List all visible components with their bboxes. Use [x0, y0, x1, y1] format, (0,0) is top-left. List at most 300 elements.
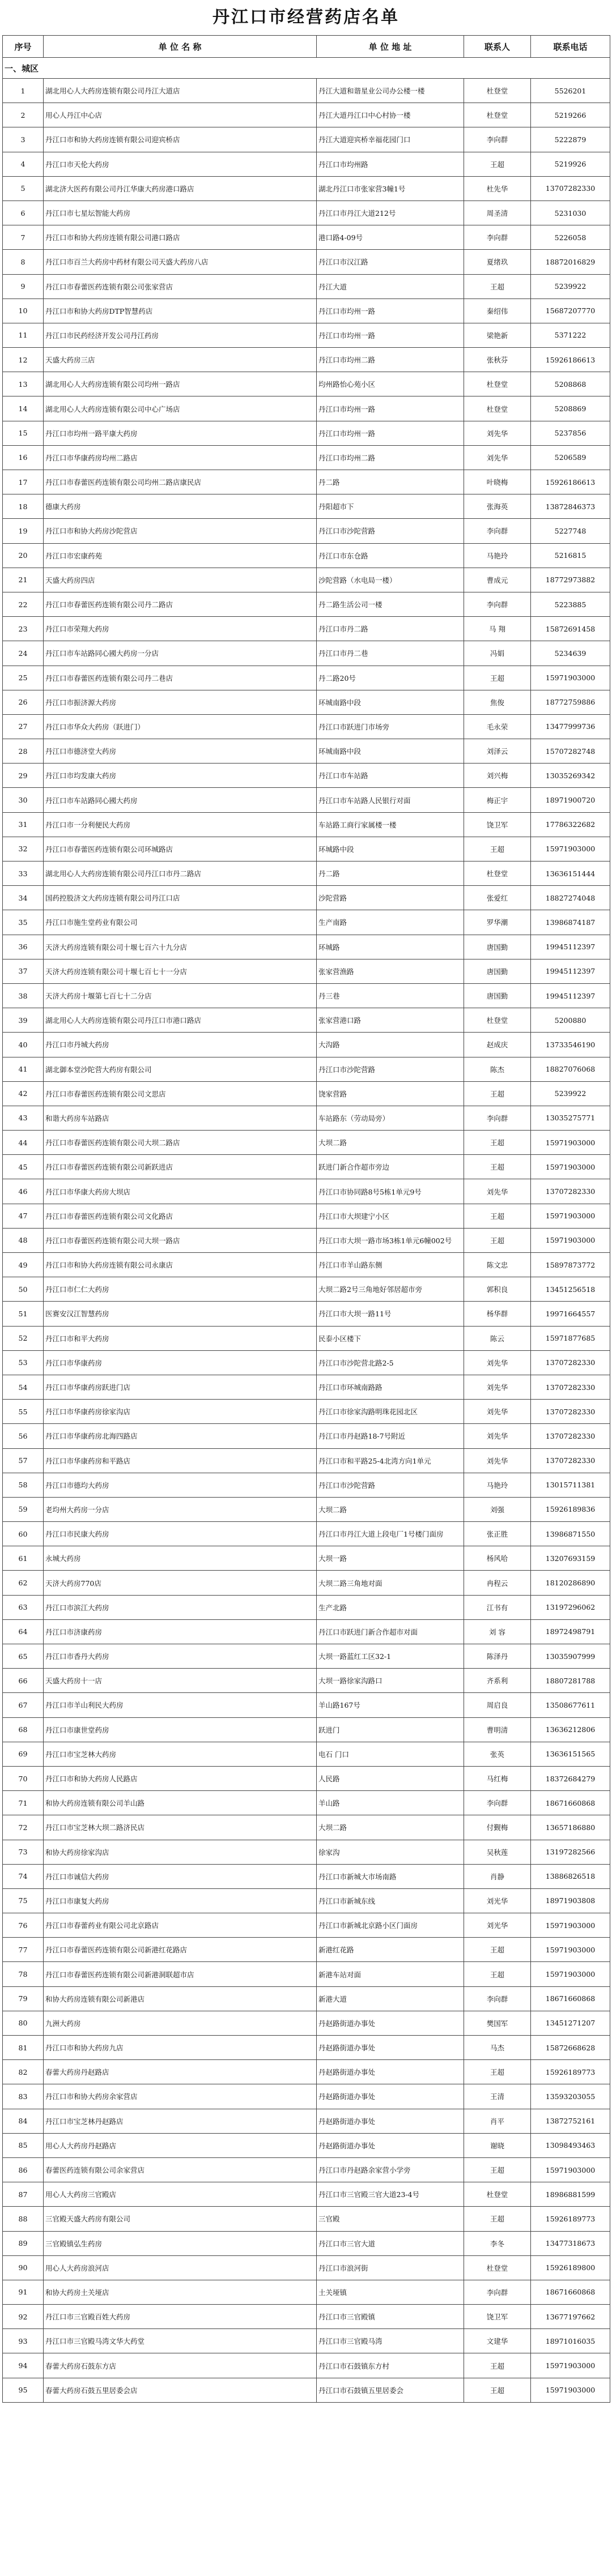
row-seq: 10 [3, 298, 44, 323]
contact-person: 郭积良 [464, 1277, 531, 1302]
contact-person: 杜登堂 [464, 861, 531, 886]
contact-phone: 18120286890 [531, 1571, 610, 1595]
pharmacy-address: 车站路东（劳动局旁） [317, 1106, 464, 1130]
row-seq: 64 [3, 1619, 44, 1644]
pharmacy-address: 新港大道 [317, 1986, 464, 2011]
contact-phone: 5239922 [531, 1081, 610, 1106]
table-row [3, 2280, 610, 2304]
row-seq: 65 [3, 1644, 44, 1669]
pharmacy-address: 丹二路20号 [317, 666, 464, 690]
contact-phone: 18827076068 [531, 1057, 610, 1081]
pharmacy-address: 丹江口市三官大道 [317, 2231, 464, 2255]
table-row [3, 2011, 610, 2035]
pharmacy-name: 用心人大药房三官殿店 [44, 2182, 317, 2207]
contact-phone: 15872668628 [531, 2036, 610, 2060]
table-row [3, 837, 610, 861]
table-row [3, 1350, 610, 1375]
contact-phone: 13477999736 [531, 714, 610, 739]
contact-phone: 15687207770 [531, 298, 610, 323]
row-seq: 83 [3, 2084, 44, 2109]
table-row [3, 1840, 610, 1864]
row-seq: 6 [3, 201, 44, 225]
contact-phone: 13707282330 [531, 1400, 610, 1424]
table-row [3, 690, 610, 714]
table-row [3, 2231, 610, 2255]
contact-phone: 13636212806 [531, 1717, 610, 1742]
contact-phone: 5206589 [531, 445, 610, 470]
contact-person: 叶晓梅 [464, 470, 531, 494]
table-row [3, 959, 610, 983]
pharmacy-name: 丹江口市华康药房 [44, 1350, 317, 1375]
row-seq: 78 [3, 1962, 44, 1986]
row-seq: 73 [3, 1840, 44, 1864]
row-seq: 87 [3, 2182, 44, 2207]
pharmacy-name: 三官殿天盛大药房有限公司 [44, 2207, 317, 2231]
contact-phone: 18971016035 [531, 2329, 610, 2353]
pharmacy-address: 丹江口市新城东线 [317, 1888, 464, 1913]
row-seq: 14 [3, 396, 44, 421]
pharmacy-name: 春蕾大药房石鼓东方店 [44, 2353, 317, 2378]
table-row [3, 225, 610, 250]
row-seq: 2 [3, 103, 44, 127]
pharmacy-address: 跃进门 [317, 1717, 464, 1742]
pharmacy-address: 丹江大道迎宾桥幸福花园门口 [317, 127, 464, 152]
contact-phone: 18972498791 [531, 1619, 610, 1644]
contact-phone: 13707282330 [531, 176, 610, 201]
pharmacy-address: 港口路4-09号 [317, 225, 464, 250]
pharmacy-address: 丹江口市沙陀营路 [317, 1473, 464, 1497]
pharmacy-name: 丹江口市华康药房北海四路店 [44, 1424, 317, 1448]
row-seq: 17 [3, 470, 44, 494]
row-seq: 26 [3, 690, 44, 714]
pharmacy-address: 环城南路中段 [317, 690, 464, 714]
pharmacy-address: 人民路 [317, 1766, 464, 1790]
row-seq: 84 [3, 2109, 44, 2133]
pharmacy-name: 丹江口市康世堂药房 [44, 1717, 317, 1742]
contact-phone: 5231030 [531, 201, 610, 225]
row-seq: 25 [3, 666, 44, 690]
pharmacy-address: 丹江口市跃进门市场旁 [317, 714, 464, 739]
pharmacy-address: 大坝二路 [317, 1815, 464, 1840]
row-seq: 27 [3, 714, 44, 739]
pharmacy-address: 大坝二路三角地对面 [317, 1571, 464, 1595]
contact-phone: 5223885 [531, 592, 610, 616]
contact-person: 刘先华 [464, 1424, 531, 1448]
contact-person: 刘光华 [464, 1913, 531, 1938]
row-seq: 49 [3, 1253, 44, 1277]
contact-person: 刘先华 [464, 421, 531, 445]
row-seq: 79 [3, 1986, 44, 2011]
pharmacy-name: 湖北济大医药有限公司丹江华康大药房港口路店 [44, 176, 317, 201]
pharmacy-address: 电石 门口 [317, 1742, 464, 1766]
table-row [3, 1962, 610, 1986]
pharmacy-address: 丹江口市三官殿马湾 [317, 2329, 464, 2353]
contact-phone: 15926189800 [531, 2255, 610, 2280]
pharmacy-address: 丹江大道丹江口中心村协一楼 [317, 103, 464, 127]
contact-person: 夏绪玖 [464, 250, 531, 274]
pharmacy-address: 土关垭镇 [317, 2280, 464, 2304]
pharmacy-address: 丹江口市大坝建宁小区 [317, 1204, 464, 1228]
pharmacy-name: 丹江口市华康药房徐家沟店 [44, 1400, 317, 1424]
pharmacy-name: 丹江口市康复大药房 [44, 1888, 317, 1913]
row-seq: 30 [3, 788, 44, 812]
contact-person: 王超 [464, 1204, 531, 1228]
pharmacy-name: 丹江口市和协大药房连锁有限公司港口路店 [44, 225, 317, 250]
table-row [3, 127, 610, 152]
pharmacy-address: 丹江口市三官殿镇 [317, 2305, 464, 2329]
pharmacy-name: 丹江口市荣翔大药房 [44, 617, 317, 641]
row-seq: 74 [3, 1864, 44, 1888]
pharmacy-name: 丹江口市和协大药房连锁有限公司迎宾桥店 [44, 127, 317, 152]
contact-phone: 18827274048 [531, 886, 610, 910]
pharmacy-address: 张家营渔路 [317, 959, 464, 983]
contact-person: 马艳玲 [464, 543, 531, 568]
pharmacy-address: 丹江口市丹赵路余家营小学旁 [317, 2157, 464, 2182]
pharmacy-address: 丹江口市环城南路路 [317, 1375, 464, 1399]
pharmacy-name: 德康大药房 [44, 494, 317, 519]
table-row [3, 201, 610, 225]
pharmacy-name: 医赛安汉江智慧药房 [44, 1302, 317, 1326]
row-seq: 85 [3, 2133, 44, 2157]
pharmacy-name: 丹江口市诚信大药房 [44, 1864, 317, 1888]
pharmacy-address: 丹江口市丹江大道212号 [317, 201, 464, 225]
contact-phone: 15926189773 [531, 2207, 610, 2231]
pharmacy-name: 湖北用心人大药房连锁有限公司丹江口市港口路店 [44, 1008, 317, 1033]
section-label: 一、城区 [3, 58, 610, 79]
table-row [3, 592, 610, 616]
row-seq: 71 [3, 1791, 44, 1815]
pharmacy-name: 丹江口市和协大药房九店 [44, 2036, 317, 2060]
contact-person: 杜登堂 [464, 372, 531, 396]
table-row [3, 445, 610, 470]
contact-phone: 15971903000 [531, 2378, 610, 2402]
pharmacy-name: 丹江口市和平大药房 [44, 1326, 317, 1350]
table-row [3, 714, 610, 739]
pharmacy-address: 丹江口市均州路 [317, 152, 464, 176]
row-seq: 37 [3, 959, 44, 983]
contact-phone: 15971903000 [531, 666, 610, 690]
pharmacy-address: 丹江口市协同路8号5栋1单元9号 [317, 1179, 464, 1204]
table-row [3, 2109, 610, 2133]
pharmacy-name: 春蕾大药房丹赵路店 [44, 2060, 317, 2084]
contact-phone: 13035269342 [531, 764, 610, 788]
row-seq: 56 [3, 1424, 44, 1448]
row-seq: 4 [3, 152, 44, 176]
contact-phone: 13986874187 [531, 910, 610, 935]
table-row [3, 1179, 610, 1204]
pharmacy-name: 丹江口市振济源大药房 [44, 690, 317, 714]
table-row [3, 1106, 610, 1130]
pharmacy-name: 丹江口市民康大药房 [44, 1522, 317, 1546]
contact-person: 王超 [464, 152, 531, 176]
contact-person: 唐国勤 [464, 935, 531, 959]
contact-person: 肖平 [464, 2109, 531, 2133]
table-row [3, 764, 610, 788]
contact-phone: 13636151565 [531, 1742, 610, 1766]
pharmacy-address: 丹江口市跃进门新合作超市对面 [317, 1619, 464, 1644]
contact-person: 李向群 [464, 1106, 531, 1130]
pharmacy-name: 丹江口市华康药房均州二路店 [44, 445, 317, 470]
table-row [3, 1791, 610, 1815]
pharmacy-address: 沙陀营路 [317, 886, 464, 910]
table-row [3, 2305, 610, 2329]
pharmacy-address: 丹江口市均州一路 [317, 298, 464, 323]
table-row [3, 568, 610, 592]
pharmacy-address: 羊山路167号 [317, 1693, 464, 1717]
contact-person: 周圣清 [464, 201, 531, 225]
table-row [3, 666, 610, 690]
contact-person: 曹成元 [464, 568, 531, 592]
pharmacy-address: 丹江口市沙陀营路 [317, 519, 464, 543]
table-row [3, 641, 610, 666]
contact-phone: 13508677611 [531, 1693, 610, 1717]
row-seq: 90 [3, 2255, 44, 2280]
contact-person: 李向群 [464, 127, 531, 152]
row-seq: 38 [3, 983, 44, 1008]
contact-person: 刘强 [464, 1497, 531, 1521]
pharmacy-name: 天盛大药房四店 [44, 568, 317, 592]
contact-person: 李向群 [464, 225, 531, 250]
pharmacy-name: 丹江口市春蕾医药连锁有限公司新港洞联超市店 [44, 1962, 317, 1986]
row-seq: 21 [3, 568, 44, 592]
row-seq: 1 [3, 79, 44, 103]
pharmacy-name: 丹江口市宝芝林大坝二路济民店 [44, 1815, 317, 1840]
row-seq: 9 [3, 274, 44, 298]
pharmacy-name: 丹江口市宏康药苑 [44, 543, 317, 568]
contact-person: 李向群 [464, 1791, 531, 1815]
contact-phone: 13657186880 [531, 1815, 610, 1840]
contact-phone: 19945112397 [531, 959, 610, 983]
contact-phone: 5227748 [531, 519, 610, 543]
contact-person: 毛永荣 [464, 714, 531, 739]
contact-person: 陈文忠 [464, 1253, 531, 1277]
table-row [3, 1717, 610, 1742]
contact-phone: 13677197662 [531, 2305, 610, 2329]
pharmacy-name: 丹江口市施生堂药业有限公司 [44, 910, 317, 935]
pharmacy-name: 丹江口市春蕾医药连锁有限公司张家营店 [44, 274, 317, 298]
contact-person: 张正胜 [464, 1522, 531, 1546]
table-row [3, 250, 610, 274]
contact-phone: 17786322682 [531, 812, 610, 837]
table-header-row [3, 36, 610, 58]
row-seq: 66 [3, 1669, 44, 1693]
contact-person: 秦绍伟 [464, 298, 531, 323]
header-phone: 联系电话 [531, 36, 610, 58]
contact-person: 谢晓 [464, 2133, 531, 2157]
row-seq: 68 [3, 1717, 44, 1742]
contact-phone: 13707282330 [531, 1350, 610, 1375]
contact-person: 王超 [464, 1228, 531, 1252]
table-row [3, 1400, 610, 1424]
pharmacy-address: 新港车站对面 [317, 1962, 464, 1986]
contact-person: 刘先华 [464, 1179, 531, 1204]
contact-person: 杜登堂 [464, 79, 531, 103]
table-row [3, 1522, 610, 1546]
row-seq: 7 [3, 225, 44, 250]
pharmacy-name: 春蕾医药连锁有限公司余家营店 [44, 2157, 317, 2182]
contact-person: 江书有 [464, 1595, 531, 1619]
contact-phone: 15926189773 [531, 2060, 610, 2084]
table-row [3, 2353, 610, 2378]
table-row [3, 1497, 610, 1521]
header-seq: 序号 [3, 36, 44, 58]
contact-phone: 5208869 [531, 396, 610, 421]
table-row [3, 543, 610, 568]
row-seq: 52 [3, 1326, 44, 1350]
contact-person: 饶卫军 [464, 2305, 531, 2329]
pharmacy-address: 丹赵路街道办事处 [317, 2084, 464, 2109]
pharmacy-address: 新港红花路 [317, 1938, 464, 1962]
contact-phone: 13707282330 [531, 1424, 610, 1448]
pharmacy-name: 丹江口市春蕾医药连锁有限公司丹二路店 [44, 592, 317, 616]
row-seq: 58 [3, 1473, 44, 1497]
pharmacy-name: 丹江口市春蕾药业有限公司北京路店 [44, 1913, 317, 1938]
pharmacy-address: 丹赵路街道办事处 [317, 2060, 464, 2084]
contact-phone: 18671660868 [531, 1791, 610, 1815]
pharmacy-name: 丹江口市华康药房跃进门店 [44, 1375, 317, 1399]
section-row [3, 58, 610, 79]
pharmacy-name: 丹江口市丹城大药房 [44, 1033, 317, 1057]
contact-person: 杜登堂 [464, 2182, 531, 2207]
contact-phone: 19945112397 [531, 935, 610, 959]
pharmacy-name: 丹江口市春蕾医药连锁有限公司新港红花路店 [44, 1938, 317, 1962]
contact-person: 马红梅 [464, 1766, 531, 1790]
contact-phone: 15971903000 [531, 1962, 610, 1986]
pharmacy-name: 天济大药房十堰第七百七十二分店 [44, 983, 317, 1008]
pharmacy-address: 丹江口市东仓路 [317, 543, 464, 568]
pharmacy-address: 丹江口市均州二路 [317, 445, 464, 470]
contact-person: 刘先华 [464, 1375, 531, 1399]
row-seq: 48 [3, 1228, 44, 1252]
contact-person: 李向群 [464, 2280, 531, 2304]
contact-person: 刘泽云 [464, 739, 531, 764]
contact-person: 王超 [464, 1938, 531, 1962]
contact-phone: 13035907999 [531, 1644, 610, 1669]
row-seq: 44 [3, 1131, 44, 1155]
pharmacy-address: 均州路怡心苑小区 [317, 372, 464, 396]
pharmacy-name: 国药控股济文大药房连锁有限公司丹江口店 [44, 886, 317, 910]
table-row [3, 1253, 610, 1277]
pharmacy-name: 丹江口市和协大药房连锁有限公司永康店 [44, 1253, 317, 1277]
row-seq: 23 [3, 617, 44, 641]
contact-person: 刘光华 [464, 1888, 531, 1913]
contact-person: 曹明清 [464, 1717, 531, 1742]
pharmacy-table [2, 35, 610, 2403]
pharmacy-address: 丹江口市三官殿三官大道23-4号 [317, 2182, 464, 2207]
pharmacy-name: 丹江口市德均大药房 [44, 1473, 317, 1497]
table-row [3, 2084, 610, 2109]
contact-phone: 5208868 [531, 372, 610, 396]
table-row [3, 1546, 610, 1571]
row-seq: 13 [3, 372, 44, 396]
table-row [3, 617, 610, 641]
pharmacy-address: 丹江口市和平路25-4北湾方向1单元 [317, 1448, 464, 1473]
row-seq: 33 [3, 861, 44, 886]
table-row [3, 274, 610, 298]
pharmacy-address: 丹赵路街道办事处 [317, 2109, 464, 2133]
contact-phone: 5237856 [531, 421, 610, 445]
pharmacy-address: 丹江口市均州二路 [317, 348, 464, 372]
contact-person: 杜登堂 [464, 396, 531, 421]
row-seq: 16 [3, 445, 44, 470]
row-seq: 54 [3, 1375, 44, 1399]
pharmacy-address: 丹江口市车站路 [317, 764, 464, 788]
table-row [3, 176, 610, 201]
contact-person: 王清 [464, 2084, 531, 2109]
contact-person: 肖静 [464, 1864, 531, 1888]
contact-phone: 13098493463 [531, 2133, 610, 2157]
pharmacy-name: 丹江口市百兰大药房中药材有限公司天盛大药房八店 [44, 250, 317, 274]
pharmacy-address: 丹赵路街道办事处 [317, 2011, 464, 2035]
row-seq: 86 [3, 2157, 44, 2182]
pharmacy-address: 丹江口市羊山路东侧 [317, 1253, 464, 1277]
contact-phone: 13035275771 [531, 1106, 610, 1130]
table-row [3, 1228, 610, 1252]
pharmacy-address: 丹江口市浪河街 [317, 2255, 464, 2280]
contact-person: 王超 [464, 2157, 531, 2182]
table-row [3, 2133, 610, 2157]
pharmacy-name: 丹江口市春蕾医药连锁有限公司大坝二路店 [44, 1131, 317, 1155]
pharmacy-name: 丹江口市天伦大药房 [44, 152, 317, 176]
contact-person: 杜登堂 [464, 103, 531, 127]
table-row [3, 1204, 610, 1228]
pharmacy-address: 丹江口市均州一路 [317, 396, 464, 421]
contact-phone: 18971903808 [531, 1888, 610, 1913]
pharmacy-name: 丹江口市宝芝林大药房 [44, 1742, 317, 1766]
table-row [3, 1595, 610, 1619]
row-seq: 41 [3, 1057, 44, 1081]
contact-phone: 13707282330 [531, 1179, 610, 1204]
contact-phone: 18772759886 [531, 690, 610, 714]
row-seq: 81 [3, 2036, 44, 2060]
contact-phone: 15971903000 [531, 1913, 610, 1938]
table-row [3, 1375, 610, 1399]
pharmacy-address: 丹江口市石鼓镇东方村 [317, 2353, 464, 2378]
row-seq: 12 [3, 348, 44, 372]
pharmacy-name: 丹江口市春蕾医药连锁有限公司均州二路店康民店 [44, 470, 317, 494]
row-seq: 50 [3, 1277, 44, 1302]
table-row [3, 2060, 610, 2084]
pharmacy-address: 丹江口市汉江路 [317, 250, 464, 274]
contact-person: 马杰 [464, 2036, 531, 2060]
contact-person: 付觐梅 [464, 1815, 531, 1840]
contact-phone: 18671660868 [531, 2280, 610, 2304]
table-row [3, 1033, 610, 1057]
pharmacy-name: 丹江口市春蕾医药连锁有限公司环城路店 [44, 837, 317, 861]
table-row [3, 519, 610, 543]
pharmacy-name: 丹江口市车站路同心國大药房 [44, 788, 317, 812]
pharmacy-name: 永城大药房 [44, 1546, 317, 1571]
row-seq: 40 [3, 1033, 44, 1057]
row-seq: 82 [3, 2060, 44, 2084]
contact-person: 杨华群 [464, 1302, 531, 1326]
table-row [3, 421, 610, 445]
contact-person: 李向群 [464, 592, 531, 616]
contact-phone: 5200880 [531, 1008, 610, 1033]
contact-person: 王超 [464, 2060, 531, 2084]
pharmacy-address: 丹江口市新城大市场南路 [317, 1864, 464, 1888]
contact-person: 刘兴梅 [464, 764, 531, 788]
contact-phone: 15926186613 [531, 470, 610, 494]
pharmacy-name: 丹江口市济康药房 [44, 1619, 317, 1644]
pharmacy-address: 车站路工商行家属楼一楼 [317, 812, 464, 837]
table-row [3, 152, 610, 176]
contact-person: 张爱红 [464, 886, 531, 910]
pharmacy-name: 用心人大药房浪河店 [44, 2255, 317, 2280]
pharmacy-name: 丹江口市一分利便民大药房 [44, 812, 317, 837]
contact-phone: 5234639 [531, 641, 610, 666]
contact-phone: 18372684279 [531, 1766, 610, 1790]
